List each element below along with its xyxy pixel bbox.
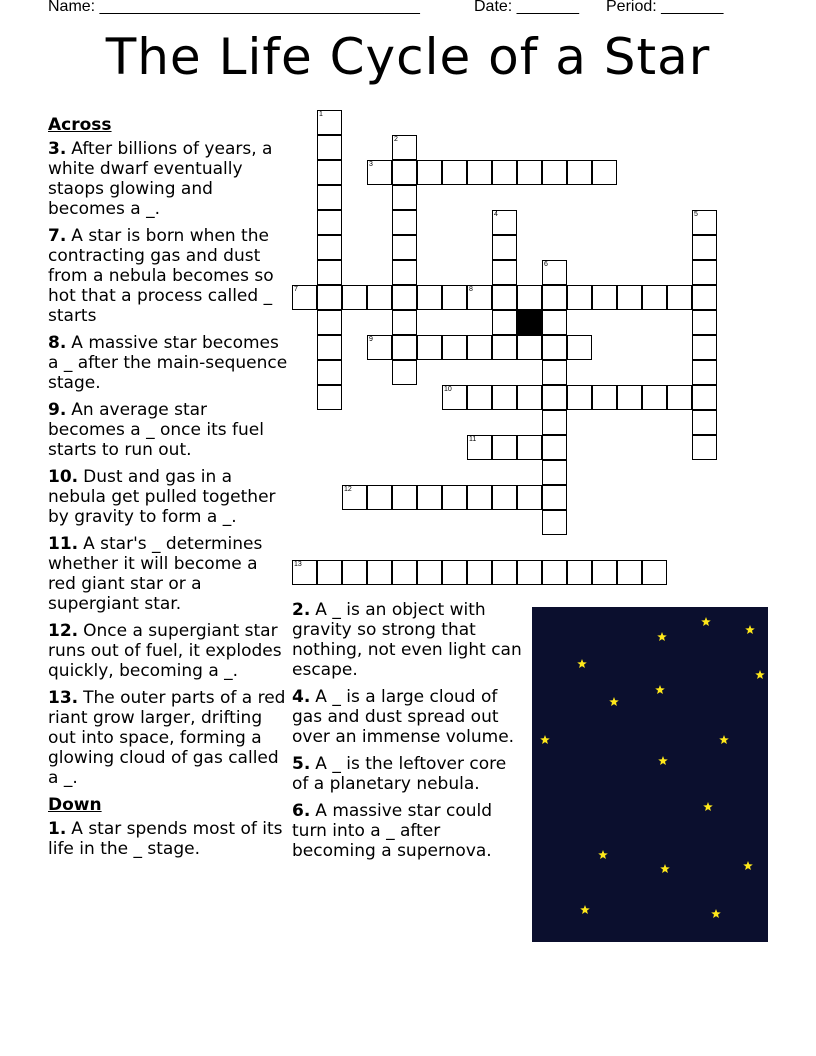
name-field-label[interactable]: Name: ____________________________________ <box>48 0 420 15</box>
grid-cell[interactable] <box>542 310 567 335</box>
period-field-label[interactable]: Period: _______ <box>606 0 724 15</box>
grid-cell[interactable] <box>567 385 592 410</box>
grid-cell[interactable] <box>467 160 492 185</box>
grid-cell[interactable] <box>542 285 567 310</box>
grid-cell[interactable] <box>567 160 592 185</box>
grid-cell[interactable] <box>642 385 667 410</box>
grid-cell[interactable] <box>567 285 592 310</box>
grid-cell[interactable] <box>367 285 392 310</box>
grid-cell[interactable] <box>367 160 392 185</box>
across-heading: Across <box>48 115 112 135</box>
grid-cell[interactable] <box>517 285 542 310</box>
grid-cell[interactable] <box>392 135 417 160</box>
down-heading: Down <box>48 795 102 815</box>
grid-cell[interactable] <box>492 335 517 360</box>
grid-cell[interactable] <box>642 285 667 310</box>
grid-cell[interactable] <box>317 560 342 585</box>
grid-cell[interactable] <box>417 160 442 185</box>
page-title: The Life Cycle of a Star <box>105 28 711 86</box>
grid-cell[interactable] <box>567 335 592 360</box>
grid-cell[interactable] <box>517 385 542 410</box>
grid-cell[interactable] <box>517 560 542 585</box>
grid-cell[interactable] <box>492 285 517 310</box>
grid-cell[interactable] <box>542 360 567 385</box>
grid-cell[interactable] <box>692 435 717 460</box>
grid-cell[interactable] <box>492 435 517 460</box>
grid-cell[interactable] <box>442 385 467 410</box>
grid-cell[interactable] <box>617 560 642 585</box>
grid-cell[interactable] <box>342 560 367 585</box>
down-clue-4: 4. A _ is a large cloud of gas and dust spread out over an immense volume. <box>292 687 515 747</box>
grid-cell[interactable] <box>542 560 567 585</box>
grid-cell[interactable] <box>517 160 542 185</box>
grid-cell[interactable] <box>692 310 717 335</box>
across-clue-10: 10. Dust and gas in a nebula get pulled together by gravity to form a _. <box>48 467 276 527</box>
grid-cell[interactable] <box>317 260 342 285</box>
grid-cell[interactable] <box>417 485 442 510</box>
grid-cell[interactable] <box>317 385 342 410</box>
across-clue-9: 9. An average star becomes a _ once its fuel starts to run out. <box>48 400 264 460</box>
down-clue-2: 2. A _ is an object with gravity so strong that nothing, not even light can escape. <box>292 600 522 680</box>
grid-cell[interactable] <box>617 285 642 310</box>
grid-cell[interactable] <box>692 410 717 435</box>
grid-cell[interactable] <box>392 485 417 510</box>
grid-cell[interactable] <box>692 360 717 385</box>
grid-cell[interactable] <box>542 510 567 535</box>
date-field-label[interactable]: Date: _______ <box>474 0 579 15</box>
grid-cell[interactable] <box>692 210 717 235</box>
grid-cell[interactable] <box>292 560 317 585</box>
grid-cell[interactable] <box>542 485 567 510</box>
grid-cell[interactable] <box>692 260 717 285</box>
down-clue-5: 5. A _ is the leftover core of a planetary nebula. <box>292 754 507 794</box>
grid-cell[interactable] <box>417 285 442 310</box>
grid-cell[interactable] <box>392 235 417 260</box>
grid-cell[interactable] <box>492 235 517 260</box>
grid-cell[interactable] <box>367 335 392 360</box>
grid-cell[interactable] <box>442 335 467 360</box>
down-clue-1: 1. A star spends most of its life in the _ stage. <box>48 819 283 859</box>
grid-cell[interactable] <box>542 460 567 485</box>
cell-number: 1 <box>319 111 323 118</box>
grid-cell[interactable] <box>467 285 492 310</box>
grid-cell[interactable] <box>317 235 342 260</box>
grid-cell[interactable] <box>517 435 542 460</box>
grid-cell[interactable] <box>542 410 567 435</box>
grid-cell[interactable] <box>392 560 417 585</box>
grid-cell[interactable] <box>642 560 667 585</box>
grid-cell[interactable] <box>367 485 392 510</box>
grid-cell[interactable] <box>492 310 517 335</box>
grid-cell[interactable] <box>392 310 417 335</box>
grid-cell[interactable] <box>542 385 567 410</box>
grid-cell[interactable] <box>392 185 417 210</box>
cell-number: 5 <box>694 211 698 218</box>
clues-middle-column <box>292 600 522 868</box>
grid-cell[interactable] <box>667 385 692 410</box>
grid-cell[interactable] <box>417 560 442 585</box>
across-clue-3: 3. After billions of years, a white dwarf eventually staops glowing and becomes a _. <box>48 139 273 219</box>
grid-cell[interactable] <box>367 560 392 585</box>
grid-cell[interactable] <box>467 560 492 585</box>
across-clue-11: 11. A star's _ determines whether it will become a red giant star or a supergiant star. <box>48 534 263 614</box>
grid-cell[interactable] <box>667 285 692 310</box>
grid-cell[interactable] <box>592 560 617 585</box>
grid-cell[interactable] <box>517 335 542 360</box>
cell-number: 4 <box>494 211 498 218</box>
grid-cell[interactable] <box>342 485 367 510</box>
grid-cell[interactable] <box>542 435 567 460</box>
grid-cell[interactable] <box>392 335 417 360</box>
cell-number: 7 <box>294 286 298 293</box>
grid-cell[interactable] <box>317 160 342 185</box>
grid-cell[interactable] <box>592 285 617 310</box>
grid-cell[interactable] <box>617 385 642 410</box>
across-clue-7: 7. A star is born when the contracting gas and dust from a nebula becomes so hot that a process called _ starts <box>48 226 274 326</box>
grid-cell[interactable] <box>442 285 467 310</box>
grid-cell[interactable] <box>542 160 567 185</box>
cell-number: 2 <box>394 136 398 143</box>
grid-cell[interactable] <box>392 360 417 385</box>
grid-cell[interactable] <box>392 285 417 310</box>
cell-number: 6 <box>544 261 548 268</box>
grid-cell[interactable] <box>692 285 717 310</box>
grid-cell[interactable] <box>567 560 592 585</box>
grid-cell[interactable] <box>492 560 517 585</box>
grid-cell[interactable] <box>392 260 417 285</box>
grid-cell[interactable] <box>492 160 517 185</box>
grid-cell[interactable] <box>692 235 717 260</box>
cell-number: 11 <box>469 436 477 443</box>
grid-cell[interactable] <box>317 335 342 360</box>
cell-number: 3 <box>369 161 373 168</box>
grid-cell[interactable] <box>492 210 517 235</box>
grid-cell[interactable] <box>542 260 567 285</box>
across-clue-8: 8. A massive star becomes a _ after the main-sequence stage. <box>48 333 288 393</box>
grid-cell[interactable] <box>317 135 342 160</box>
grid-cell[interactable] <box>317 110 342 135</box>
grid-cell[interactable] <box>492 260 517 285</box>
grid-cell[interactable] <box>292 285 317 310</box>
grid-cell[interactable] <box>442 160 467 185</box>
grid-cell[interactable] <box>317 360 342 385</box>
night-sky-image <box>532 607 768 942</box>
cell-number: 8 <box>469 286 473 293</box>
cell-number: 10 <box>444 386 452 393</box>
down-clue-6: 6. A massive star could turn into a _ after becoming a supernova. <box>292 801 493 861</box>
cell-number: 9 <box>369 336 373 343</box>
grid-cell[interactable] <box>317 185 342 210</box>
grid-cell[interactable] <box>317 210 342 235</box>
grid-cell[interactable] <box>467 385 492 410</box>
sky-background <box>532 607 768 942</box>
grid-cell[interactable] <box>492 385 517 410</box>
grid-cell[interactable] <box>442 560 467 585</box>
grid-cell[interactable] <box>692 335 717 360</box>
cell-number: 13 <box>294 561 302 568</box>
grid-cell[interactable] <box>467 335 492 360</box>
black-square <box>517 310 542 335</box>
grid-cell[interactable] <box>592 385 617 410</box>
grid-cell[interactable] <box>442 485 467 510</box>
grid-cell[interactable] <box>392 210 417 235</box>
grid-cell[interactable] <box>392 160 417 185</box>
grid-cell[interactable] <box>592 160 617 185</box>
grid-cell[interactable] <box>467 435 492 460</box>
grid-cell[interactable] <box>342 285 367 310</box>
grid-cell[interactable] <box>467 485 492 510</box>
grid-cell[interactable] <box>317 285 342 310</box>
clues-left-column <box>48 115 288 866</box>
grid-cell[interactable] <box>542 335 567 360</box>
grid-cell[interactable] <box>492 485 517 510</box>
grid-cell[interactable] <box>692 385 717 410</box>
grid-cell[interactable] <box>517 485 542 510</box>
grid-cell[interactable] <box>317 310 342 335</box>
across-clue-12: 12. Once a supergiant star runs out of fuel, it explodes quickly, becoming a _. <box>48 621 282 681</box>
across-clue-13: 13. The outer parts of a red riant grow larger, drifting out into space, forming a glowing cloud of gas called a _. <box>48 688 286 788</box>
grid-cell[interactable] <box>417 335 442 360</box>
cell-number: 12 <box>344 486 352 493</box>
